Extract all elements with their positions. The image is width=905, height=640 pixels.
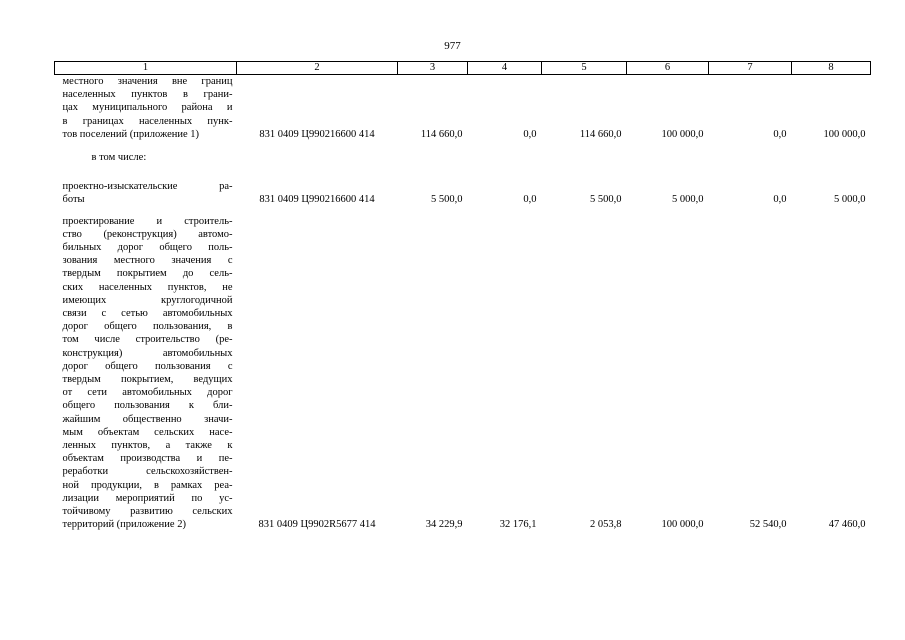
description-line: населенных пунктов в грани-	[62, 89, 233, 101]
value-cell: 52 540,0	[749, 519, 787, 531]
table-row	[55, 180, 871, 206]
value-cell: 5 000,0	[834, 194, 866, 206]
budget-code: 831 0409 Ц990216600 414	[259, 194, 375, 206]
description-line: твердым покрытием, ведущих	[62, 374, 233, 386]
row-description	[55, 180, 237, 206]
description-line: проектирование и строитель-	[62, 215, 233, 227]
description-line: бильных дорог общего поль-	[62, 242, 233, 254]
description-line: имеющих круглогодичной	[62, 294, 233, 306]
description-line: ленных пунктов, а также к	[62, 440, 233, 452]
description-line: от сети автомобильных дорог	[62, 387, 233, 399]
value-cell: 100 000,0	[661, 519, 704, 531]
description-line: тойчивому развитию сельских	[62, 506, 233, 518]
description-line: местного значения вне границ	[62, 76, 233, 87]
column-header: 6	[627, 62, 709, 75]
budget-table	[54, 61, 871, 532]
description-line: зования местного значения с	[62, 255, 233, 267]
subheading-text: в том числе:	[91, 152, 147, 164]
description-line: боты	[62, 194, 85, 206]
description-line: дорог общего пользования с	[62, 360, 233, 372]
description-line: проектно-изыскательские ра-	[62, 181, 233, 193]
budget-code: 831 0409 Ц990216600 414	[259, 128, 375, 140]
value-cell: 0,0	[773, 128, 787, 140]
column-header: 1	[55, 62, 237, 75]
row-description	[55, 75, 237, 142]
description-line: реработки сельскохозяйствен-	[62, 466, 233, 478]
table-row-subheading	[55, 141, 871, 180]
description-line: цах муниципального района и	[62, 102, 233, 114]
description-line: общего пользования к бли-	[62, 400, 233, 412]
column-header: 7	[709, 62, 792, 75]
column-header: 8	[792, 62, 871, 75]
value-cell: 2 053,8	[590, 519, 622, 531]
value-cell: 5 500,0	[590, 194, 622, 206]
description-line: мым объектам сельских насе-	[62, 426, 233, 438]
page-number: 977	[444, 40, 461, 52]
value-cell: 32 176,1	[499, 519, 537, 531]
row-description	[55, 207, 237, 532]
value-cell: 0,0	[773, 194, 787, 206]
description-line: территорий (приложение 2)	[62, 519, 186, 531]
value-cell: 0,0	[523, 194, 537, 206]
budget-code: 831 0409 Ц9902R5677 414	[258, 519, 376, 531]
table-row	[55, 75, 871, 142]
description-line: ной продукции, в рамках реа-	[62, 479, 233, 491]
description-line: том числе строительство (ре-	[62, 334, 233, 346]
table-row	[55, 207, 871, 532]
description-line: объектам производства и пе-	[62, 453, 233, 465]
description-line: конструкция) автомобильных	[62, 347, 233, 359]
description-line: твердым покрытием до сель-	[62, 268, 233, 280]
description-line: в границах населенных пунк-	[62, 115, 233, 127]
value-cell: 100 000,0	[661, 128, 704, 140]
column-header: 3	[398, 62, 468, 75]
value-cell: 0,0	[523, 128, 537, 140]
description-line: ских населенных пунктов, не	[62, 281, 233, 293]
value-cell: 114 660,0	[579, 128, 622, 140]
value-cell: 47 460,0	[828, 519, 866, 531]
description-line: ство (реконструкция) автомо-	[62, 228, 233, 240]
value-cell: 5 500,0	[431, 194, 463, 206]
column-header: 2	[237, 62, 398, 75]
value-cell: 34 229,9	[425, 519, 463, 531]
column-header: 5	[542, 62, 627, 75]
value-cell: 100 000,0	[823, 128, 866, 140]
value-cell: 114 660,0	[420, 128, 463, 140]
description-line: тов поселений (приложение 1)	[62, 128, 200, 140]
description-line: лизации мероприятий по ус-	[62, 492, 233, 504]
description-line: связи с сетью автомобильных	[62, 308, 233, 320]
column-header: 4	[468, 62, 542, 75]
value-cell: 5 000,0	[672, 194, 704, 206]
description-line: дорог общего пользования, в	[62, 321, 233, 333]
column-number-header-row	[55, 62, 871, 75]
description-line: жайшим общественно значи-	[62, 413, 233, 425]
